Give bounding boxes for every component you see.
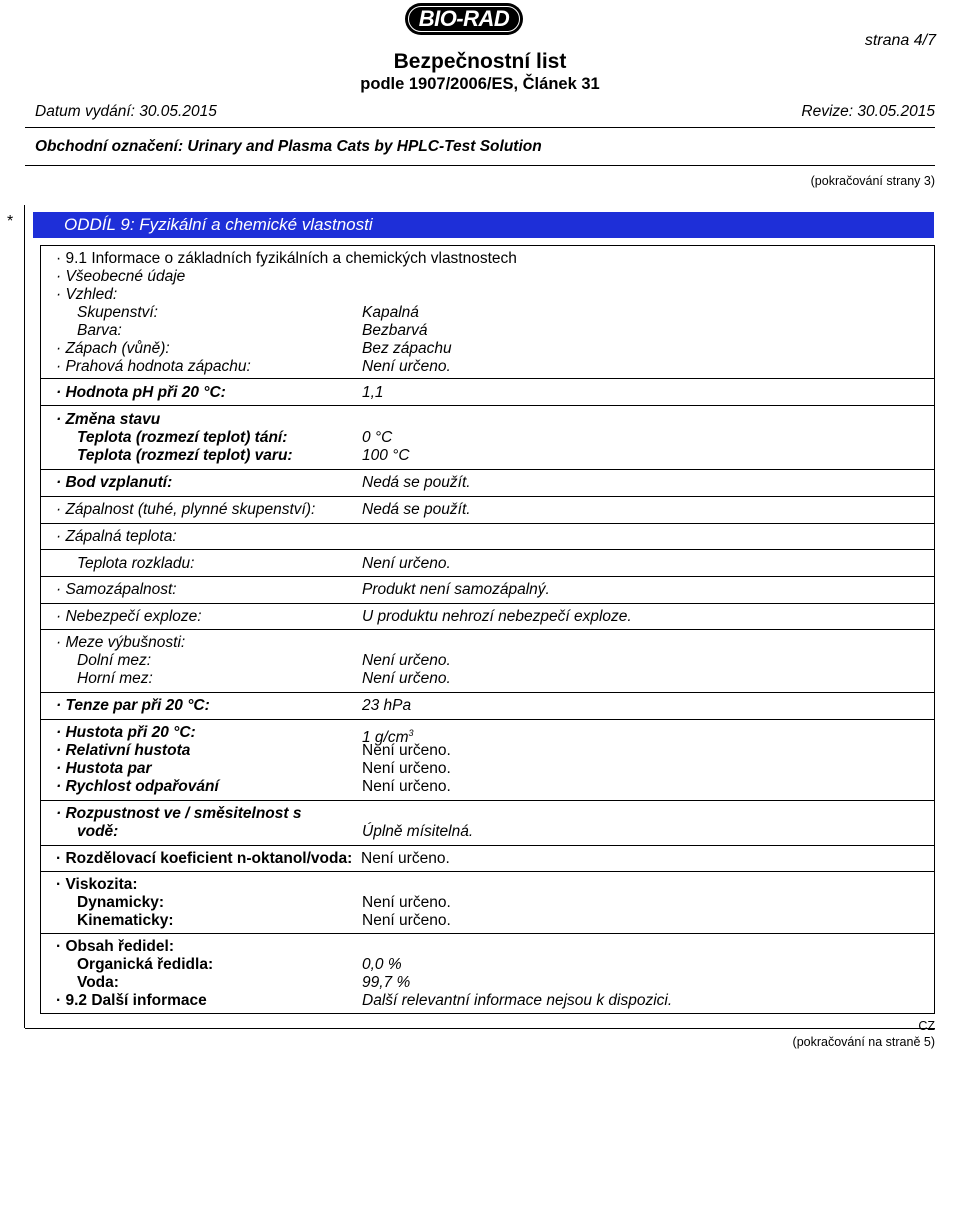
vapour-pressure-value: 23 hPa — [362, 697, 412, 714]
logo-text: BIO-RAD — [418, 6, 510, 31]
language-code: CZ — [918, 1019, 935, 1033]
ignition-temp-label: · Zápalná teplota: — [56, 528, 177, 545]
flash-point-label: · Bod vzplanutí: — [56, 474, 173, 491]
partition-coefficient-value: Není určeno. — [361, 850, 450, 867]
upper-limit-label: Horní mez: — [77, 670, 153, 687]
color-value: Bezbarvá — [362, 322, 428, 339]
other-info-value: Další relevantní informace nejsou k dispozici. — [362, 992, 673, 1009]
organic-solvents-value: 0,0 % — [362, 956, 402, 973]
water-content-value: 99,7 % — [362, 974, 411, 991]
revision-margin-line — [24, 205, 25, 1028]
melting-point-label: Teplota (rozmezí teplot) tání: — [77, 429, 288, 446]
document-subtitle: podle 1907/2006/ES, Článek 31 — [360, 75, 600, 93]
odour-value: Bez zápachu — [362, 340, 452, 357]
row-separator — [40, 719, 935, 720]
density-unit-exponent: 3 — [408, 728, 414, 738]
continued-from: (pokračování strany 3) — [810, 174, 935, 188]
trade-name: Obchodní označení: Urinary and Plasma Cats by HPLC-Test Solution — [35, 138, 542, 155]
ph-label: · Hodnota pH při 20 °C: — [56, 384, 226, 401]
continued-to: (pokračování na straně 5) — [792, 1035, 935, 1049]
upper-limit-value: Není určeno. — [362, 670, 451, 687]
issue-date: Datum vydání: 30.05.2015 — [35, 103, 217, 120]
vapour-density-label: · Hustota par — [56, 760, 152, 777]
relative-density-value: Není určeno. — [362, 742, 451, 759]
color-label: Barva: — [77, 322, 122, 339]
organic-solvents-label: Organická ředidla: — [77, 956, 214, 973]
evaporation-rate-value: Není určeno. — [362, 778, 451, 795]
row-separator — [40, 576, 935, 577]
ph-value: 1,1 — [362, 384, 384, 401]
flammability-value: Nedá se použít. — [362, 501, 471, 518]
solubility-label: · Rozpustnost ve / směsitelnost s — [56, 805, 302, 822]
relative-density-label: · Relativní hustota — [56, 742, 191, 759]
dynamic-viscosity-label: Dynamicky: — [77, 894, 165, 911]
flammability-label: · Zápalnost (tuhé, plynné skupenství): — [56, 501, 316, 518]
other-info-label: · 9.2 Další informace — [56, 992, 207, 1009]
flash-point-value: Nedá se použít. — [362, 474, 471, 491]
solubility-water-value: Úplně mísitelná. — [362, 823, 474, 840]
evaporation-rate-label: · Rychlost odpařování — [56, 778, 219, 795]
boiling-point-label: Teplota (rozmezí teplot) varu: — [77, 447, 293, 464]
density-label: · Hustota při 20 °C: — [56, 724, 196, 741]
row-separator — [40, 933, 935, 934]
decomposition-temp-label: Teplota rozkladu: — [77, 555, 195, 572]
self-ignition-label: · Samozápalnost: — [56, 581, 177, 598]
lower-limit-label: Dolní mez: — [77, 652, 152, 669]
decomposition-temp-value: Není určeno. — [362, 555, 451, 572]
logo-frame — [408, 6, 520, 32]
viscosity-label: · Viskozita: — [56, 876, 138, 893]
partition-coefficient-label: · Rozdělovací koeficient n-oktanol/voda: — [56, 850, 353, 867]
row-separator — [40, 800, 935, 801]
subsection-9-1: · 9.1 Informace o základních fyzikálních a chemických vlastnostech — [56, 250, 517, 267]
vapour-pressure-label: · Tenze par při 20 °C: — [56, 697, 210, 714]
row-separator — [40, 496, 935, 497]
kinematic-viscosity-label: Kinematicky: — [77, 912, 174, 929]
row-separator — [40, 378, 935, 379]
revision-date: Revize: 30.05.2015 — [801, 103, 935, 120]
row-separator — [40, 692, 935, 693]
odour-threshold-value: Není určeno. — [362, 358, 451, 375]
trade-divider — [25, 165, 935, 166]
row-separator — [40, 549, 935, 550]
row-separator — [40, 871, 935, 872]
state-change-label: · Změna stavu — [56, 411, 161, 428]
dynamic-viscosity-value: Není určeno. — [362, 894, 451, 911]
boiling-point-value: 100 °C — [362, 447, 410, 464]
form-label: Skupenství: — [77, 304, 158, 321]
row-separator — [40, 405, 935, 406]
explosion-danger-label: · Nebezpečí exploze: — [56, 608, 202, 625]
odour-threshold-label: · Prahová hodnota zápachu: — [56, 358, 251, 375]
kinematic-viscosity-value: Není určeno. — [362, 912, 451, 929]
row-separator — [40, 845, 935, 846]
lower-limit-value: Není určeno. — [362, 652, 451, 669]
row-separator — [40, 629, 935, 630]
vapour-density-value: Není určeno. — [362, 760, 451, 777]
section-title: ODDÍL 9: Fyzikální a chemické vlastnosti — [64, 215, 373, 234]
row-separator — [40, 523, 935, 524]
water-content-label: Voda: — [77, 974, 119, 991]
self-ignition-value: Produkt není samozápalný. — [362, 581, 550, 598]
header-divider — [25, 127, 935, 128]
appearance-label: · Vzhled: — [56, 286, 118, 303]
revision-marker: * — [7, 213, 14, 230]
bio-rad-logo — [405, 3, 523, 35]
density-value-text: 1 g/cm — [362, 729, 409, 747]
form-value: Kapalná — [362, 304, 419, 321]
page-number: strana 4/7 — [864, 32, 936, 49]
odour-label: · Zápach (vůně): — [56, 340, 170, 357]
row-separator — [40, 469, 935, 470]
solvent-content-label: · Obsah ředidel: — [56, 938, 174, 955]
explosion-limits-label: · Meze výbušnosti: — [56, 634, 186, 651]
row-separator — [40, 603, 935, 604]
general-info-label: · Všeobecné údaje — [56, 268, 186, 285]
melting-point-value: 0 °C — [362, 429, 393, 446]
explosion-danger-value: U produktu nehrozí nebezpečí exploze. — [362, 608, 632, 625]
section-bottom-rule — [25, 1028, 935, 1029]
document-title: Bezpečnostní list — [393, 50, 567, 73]
solubility-water-label: vodě: — [77, 823, 119, 840]
